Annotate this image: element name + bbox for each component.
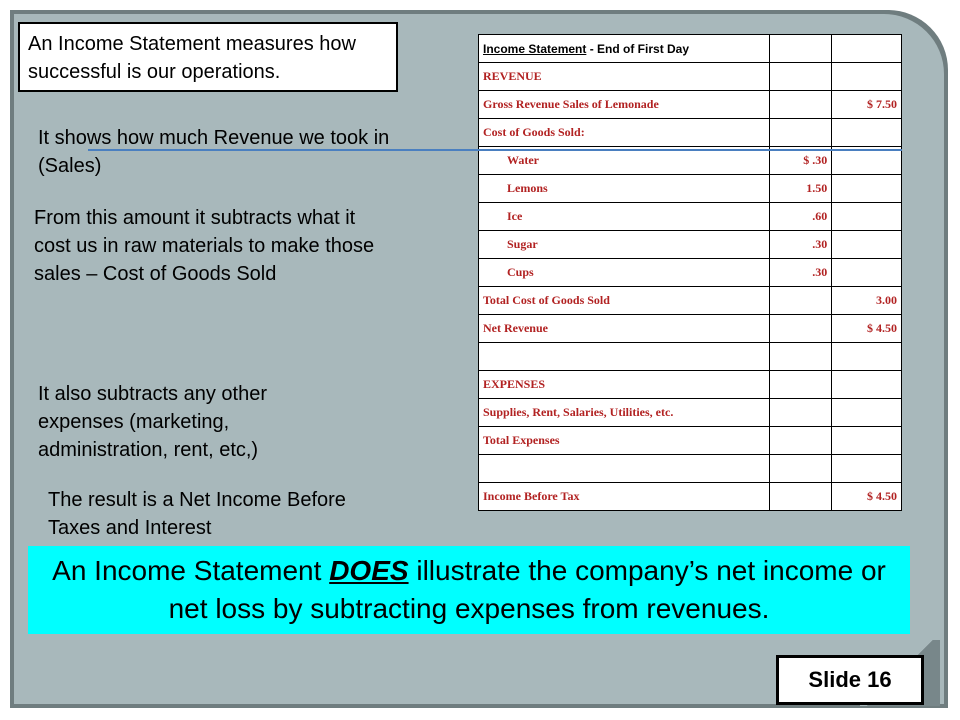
row-total — [832, 371, 902, 399]
row-total — [832, 427, 902, 455]
row-amount — [770, 63, 832, 91]
row-total — [832, 399, 902, 427]
row-label: Gross Revenue Sales of Lemonade — [479, 91, 770, 119]
conclusion-emphasis: DOES — [329, 555, 409, 586]
row-total — [832, 119, 902, 147]
row-label: Lemons — [479, 175, 770, 203]
row-amount — [770, 455, 832, 483]
row-amount — [770, 399, 832, 427]
row-total: $ 4.50 — [832, 483, 902, 511]
row-amount: 1.50 — [770, 175, 832, 203]
table-row — [479, 427, 902, 455]
row-label — [479, 455, 770, 483]
table-row — [479, 63, 902, 91]
revenue-note: It shows how much Revenue we took in (Sales) — [38, 127, 390, 177]
table-cell — [770, 35, 832, 63]
row-amount — [770, 343, 832, 371]
row-amount: .30 — [770, 231, 832, 259]
intro-text: An Income Statement measures how successful is our operations. — [28, 33, 356, 83]
table-row — [479, 287, 902, 315]
table-row — [479, 119, 902, 147]
table-row — [479, 175, 902, 203]
table-row — [479, 259, 902, 287]
row-label: Cups — [479, 259, 770, 287]
row-total — [832, 175, 902, 203]
expenses-note: It also subtracts any other expenses (marketing, administration, rent, etc,) — [38, 383, 268, 461]
row-total — [832, 63, 902, 91]
row-label: Ice — [479, 203, 770, 231]
conclusion-banner — [28, 546, 910, 634]
row-label: Water — [479, 147, 770, 175]
row-total — [832, 455, 902, 483]
table-row — [479, 371, 902, 399]
table-row — [479, 231, 902, 259]
table-row — [479, 483, 902, 511]
row-label: Sugar — [479, 231, 770, 259]
connector-line — [88, 149, 902, 151]
slide-number-label: Slide 16 — [776, 655, 924, 705]
row-amount — [770, 91, 832, 119]
row-amount — [770, 371, 832, 399]
row-total: $ 7.50 — [832, 91, 902, 119]
statement-title-period: - End of First Day — [586, 41, 690, 56]
row-label: Total Cost of Goods Sold — [479, 287, 770, 315]
cogs-note: From this amount it subtracts what it cost us in raw materials to make those sales – Cost of Goods Sold — [34, 207, 375, 285]
row-label — [479, 343, 770, 371]
row-amount — [770, 119, 832, 147]
row-amount: .30 — [770, 259, 832, 287]
income-statement-table — [478, 34, 902, 511]
statement-title — [479, 35, 770, 63]
table-row — [479, 455, 902, 483]
table-row — [479, 343, 902, 371]
result-note: The result is a Net Income Before Taxes and Interest — [48, 489, 346, 539]
table-row — [479, 91, 902, 119]
row-amount — [770, 483, 832, 511]
row-label: EXPENSES — [479, 371, 770, 399]
row-total — [832, 231, 902, 259]
row-label: REVENUE — [479, 63, 770, 91]
row-label: Cost of Goods Sold: — [479, 119, 770, 147]
statement-title-main: Income Statement — [483, 41, 587, 56]
row-amount: $ .30 — [770, 147, 832, 175]
table-row — [479, 399, 902, 427]
conclusion-text-start: An Income Statement — [52, 555, 330, 586]
row-amount — [770, 315, 832, 343]
table-row — [479, 315, 902, 343]
row-total — [832, 259, 902, 287]
row-label: Income Before Tax — [479, 483, 770, 511]
table-header-row — [479, 35, 902, 63]
table-cell — [832, 35, 902, 63]
row-label: Total Expenses — [479, 427, 770, 455]
conclusion-text-end: illustrate the company’s net income or net loss by subtracting expenses from revenues. — [168, 555, 886, 624]
row-total: 3.00 — [832, 287, 902, 315]
row-total: $ 4.50 — [832, 315, 902, 343]
row-label: Supplies, Rent, Salaries, Utilities, etc. — [479, 399, 770, 427]
row-label: Net Revenue — [479, 315, 770, 343]
intro-text-box — [18, 22, 398, 92]
row-amount — [770, 427, 832, 455]
table-row — [479, 203, 902, 231]
row-amount — [770, 287, 832, 315]
row-total — [832, 203, 902, 231]
row-total — [832, 343, 902, 371]
conclusion-text — [39, 552, 899, 628]
row-amount: .60 — [770, 203, 832, 231]
